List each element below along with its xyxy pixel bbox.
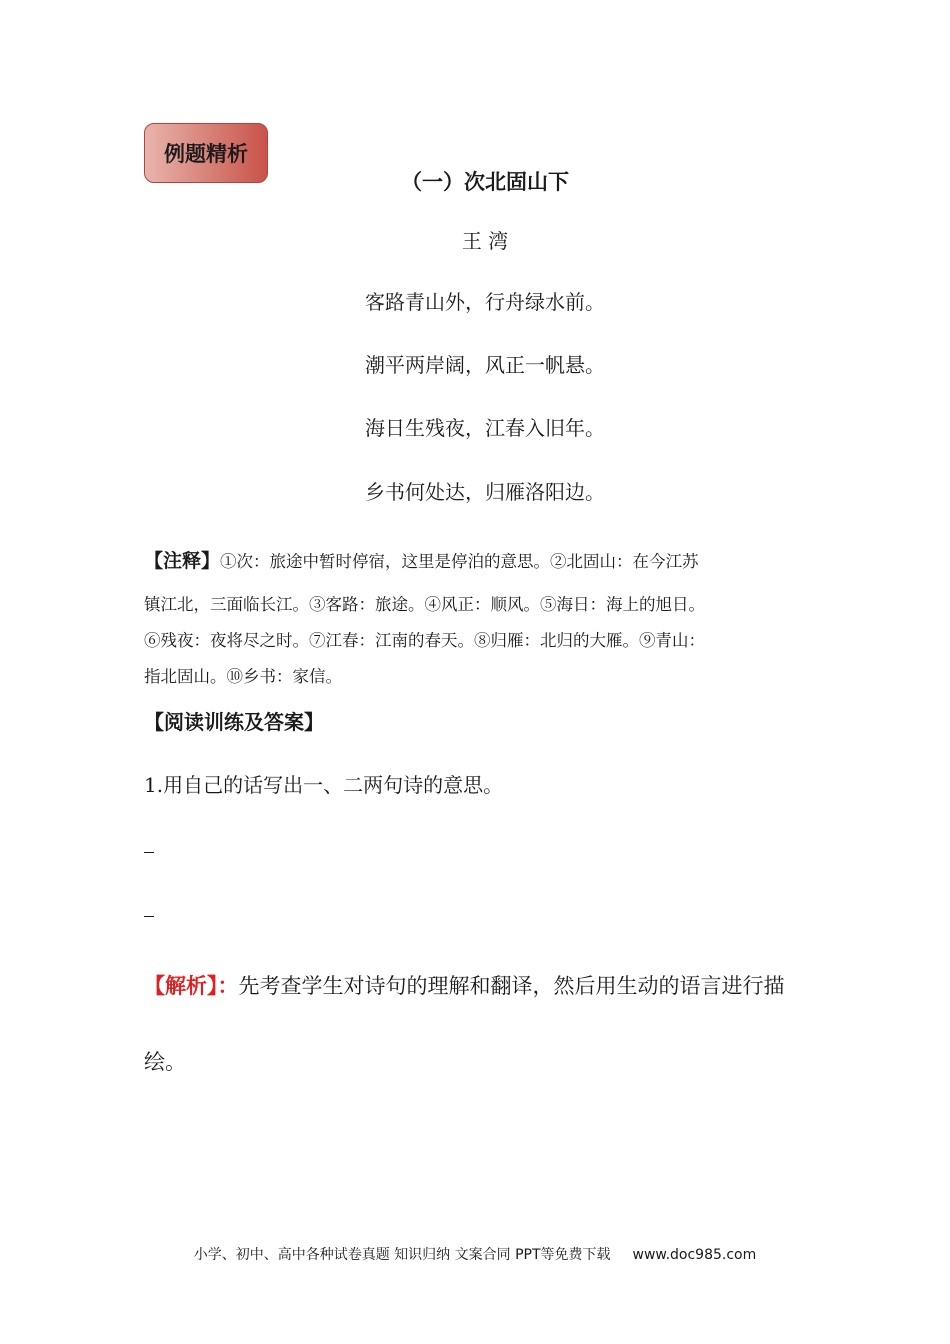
training-heading: 【阅读训练及答案】 [144, 710, 324, 734]
poem-line: 潮平两岸阔，风正一帆悬。 [365, 353, 605, 377]
analysis-block [144, 948, 804, 1100]
page-footer [0, 1244, 950, 1264]
answer-blank-line [144, 852, 154, 853]
poem-author: 王 湾 [461, 229, 509, 253]
notes-block [144, 536, 804, 695]
poem-line: 乡书何处达，归雁洛阳边。 [365, 480, 605, 504]
poem-line: 海日生残夜，江春入旧年。 [365, 416, 605, 440]
question-1: 1.用自己的话写出一、二两句诗的意思。 [144, 773, 504, 797]
notes-heading: 【注释】 [144, 550, 221, 572]
analysis-text: 先考查学生对诗句的理解和翻译，然后用生动的语言进行描绘。 [144, 974, 785, 1074]
notes-line: 指北固山。⑩乡书：家信。 [144, 667, 342, 686]
footer-url[interactable]: www.doc985.com [632, 1247, 757, 1263]
footer-text: 小学、初中、高中各种试卷真题 知识归纳 文案合同 PPT等免费下载 [193, 1247, 611, 1263]
poem-line: 客路青山外，行舟绿水前。 [365, 290, 605, 314]
analysis-heading: 【解析】： [144, 974, 239, 998]
answer-blank-line [144, 916, 154, 917]
notes-line [144, 536, 804, 587]
notes-text: ①次：旅途中暂时停宿，这里是停泊的意思。②北固山：在今江苏 [220, 552, 699, 571]
notes-line: ⑥残夜：夜将尽之时。⑦江春：江南的春天。⑧归雁：北归的大雁。⑨青山： [144, 631, 705, 650]
example-badge: 例题精析 [144, 123, 268, 183]
poem-title: （一）次北固山下 [401, 170, 569, 194]
notes-line: 镇江北，三面临长江。③客路：旅途。④风正：顺风。⑤海日：海上的旭日。 [144, 595, 705, 614]
